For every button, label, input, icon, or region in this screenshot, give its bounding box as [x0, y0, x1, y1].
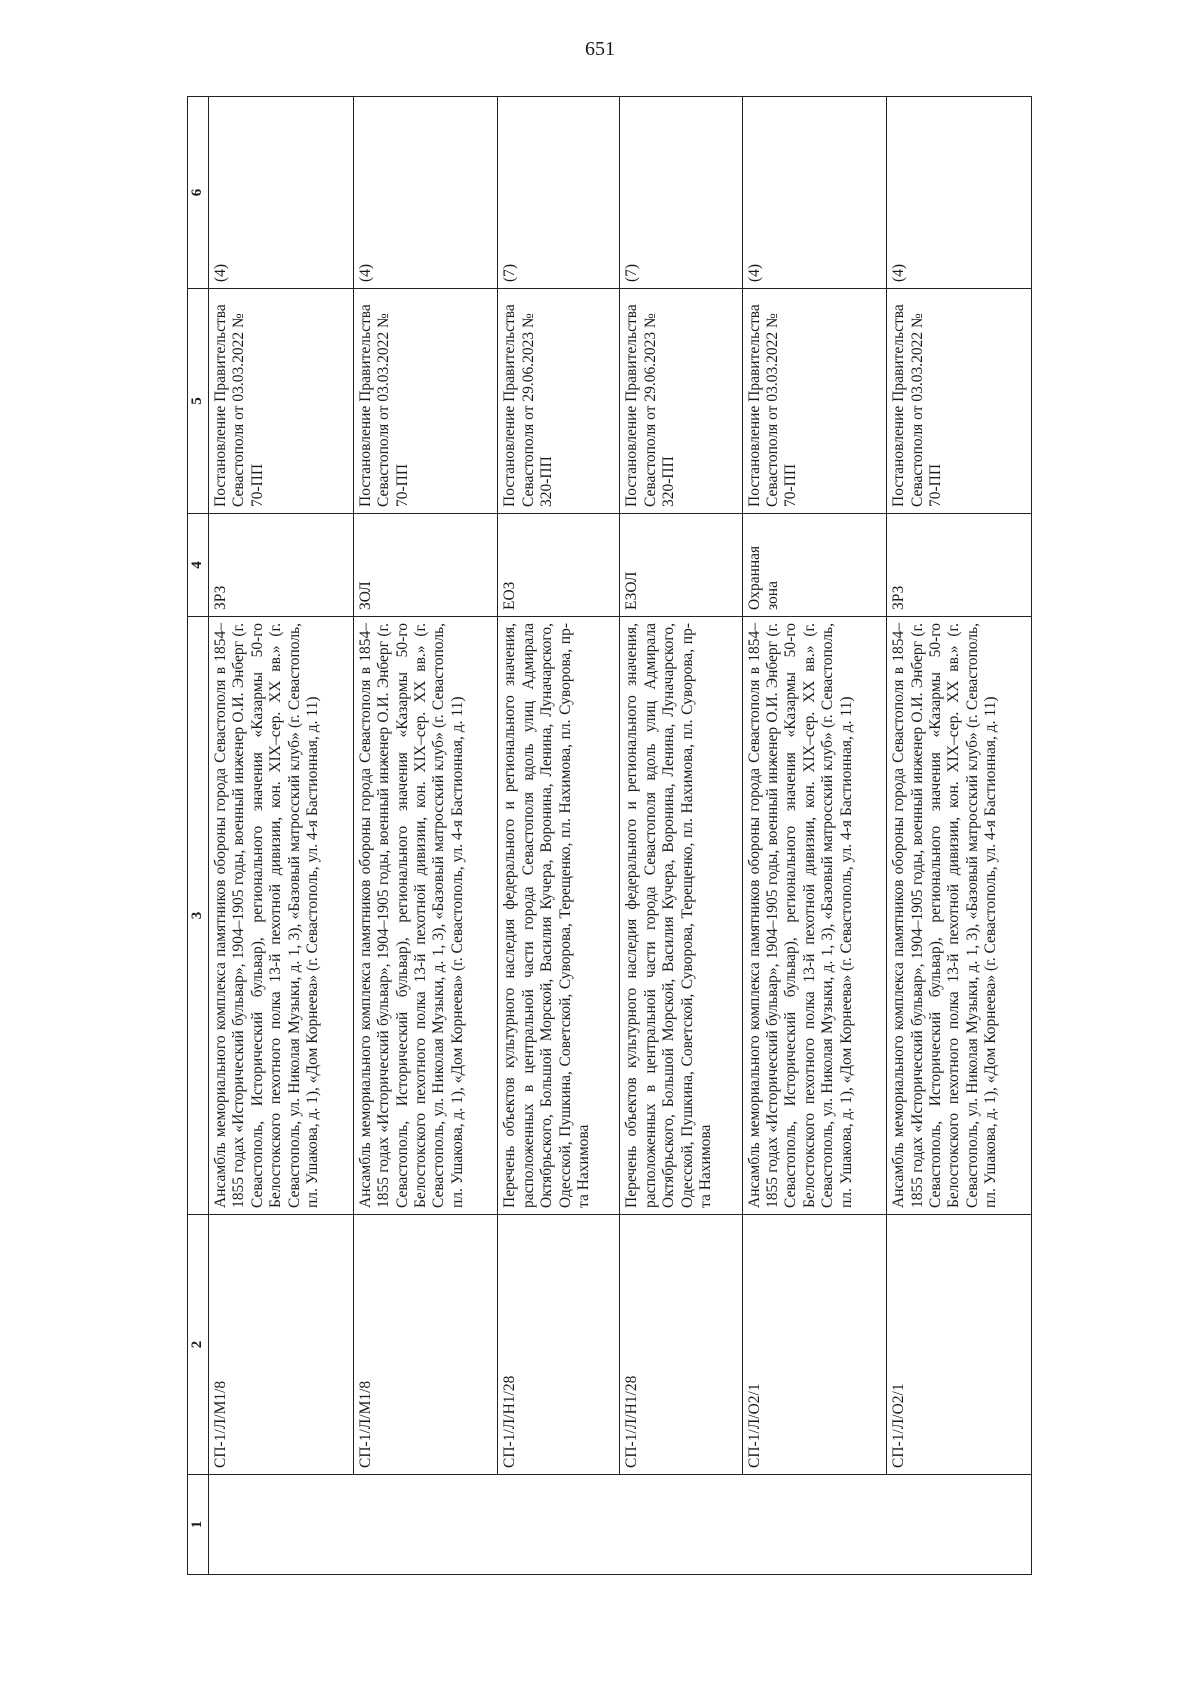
cell-code: СП-1/Л/М1/8 — [209, 1215, 354, 1475]
cell-document: Постановление Правительства Севастополя от 03.03.2022 № 70-ПП — [887, 289, 1032, 514]
cell-zone: ЗРЗ — [887, 514, 1032, 617]
header-col-4: 4 — [188, 514, 209, 617]
cell-description — [498, 617, 620, 1215]
cell-zone: ЗОЛ — [353, 514, 498, 617]
cell-code: СП-1/Л/О2/1 — [742, 1215, 887, 1475]
table-row — [742, 97, 887, 1575]
cell-zone: ЕЗОЛ — [620, 514, 742, 617]
cell-zone: Охранная зона — [742, 514, 887, 617]
description-text: Перечень объектов культурного наследия федерального и регионального значения, расположенных в центральной части города Севастополя вдоль улиц Адмирала Октябрьского, Большой Морской, Василия Кучера, Воронина, Ленина, Луначарского, Одесской, Пушкина, Советской, Суворова, Терещенко, пл. Нахимова, пл. Суворова, пр-та Нахимова — [623, 623, 715, 1208]
cell-document: Постановление Правительства Севастополя от 29.06.2023 № 320-ПП — [620, 289, 742, 514]
description-text: Ансамбль мемориального комплекса памятников обороны города Севастополя в 1854–1855 годах «Исторический бульвар», 1904–1905 годы, военный инженер О.И. Энберг (г. Севастополь, Исторический бульвар), регионального значения «Казармы 50-го Белостокского пехотного полка 13-й пехотной дивизии, кон. XIX–сер. XX вв.» (г. Севастополь, ул. Николая Музыки, д. 1, 3), «Базовый матросский клуб» (г. Севастополь, пл. Ушакова, д. 1), «Дом Корнеева» (г. Севастополь, ул. 4-я Бастионная, д. 11) — [356, 623, 466, 1208]
table-row — [887, 97, 1032, 1575]
header-col-5: 5 — [188, 289, 209, 514]
table-wrapper — [187, 97, 1032, 1575]
rotated-table-container — [187, 97, 1032, 1575]
header-col-6: 6 — [188, 97, 209, 289]
cell-col-1-empty — [209, 1475, 1032, 1575]
table-header-row — [188, 97, 209, 1575]
cell-document: Постановление Правительства Севастополя от 03.03.2022 № 70-ПП — [353, 289, 498, 514]
cell-note: (4) — [209, 97, 354, 289]
header-col-3: 3 — [188, 617, 209, 1215]
cell-zone: ЗРЗ — [209, 514, 354, 617]
cell-note: (7) — [620, 97, 742, 289]
cell-note: (7) — [498, 97, 620, 289]
cell-zone: ЕОЗ — [498, 514, 620, 617]
cell-description — [353, 617, 498, 1215]
cell-note: (4) — [887, 97, 1032, 289]
cell-code: СП-1/Л/Н1/28 — [498, 1215, 620, 1475]
table-row — [620, 97, 742, 1575]
cell-document: Постановление Правительства Севастополя от 29.06.2023 № 320-ПП — [498, 289, 620, 514]
table-row — [498, 97, 620, 1575]
description-text: Перечень объектов культурного наследия федерального и регионального значения, расположенных в центральной части города Севастополя вдоль улиц Адмирала Октябрьского, Большой Морской, Василия Кучера, Воронина, Ленина, Луначарского, Одесской, Пушкина, Советской, Суворова, Терещенко, пл. Нахимова, пл. Суворова, пр-та Нахимова — [501, 623, 593, 1208]
cell-description — [742, 617, 887, 1215]
cell-document: Постановление Правительства Севастополя от 03.03.2022 № 70-ПП — [209, 289, 354, 514]
cell-description — [620, 617, 742, 1215]
cell-note: (4) — [742, 97, 887, 289]
cell-note: (4) — [353, 97, 498, 289]
table-row — [353, 97, 498, 1575]
page-number: 651 — [585, 38, 615, 60]
cell-description — [887, 617, 1032, 1215]
description-text: Ансамбль мемориального комплекса памятников обороны города Севастополя в 1854–1855 годах «Исторический бульвар», 1904–1905 годы, военный инженер О.И. Энберг (г. Севастополь, Исторический бульвар), регионального значения «Казармы 50-го Белостокского пехотного полка 13-й пехотной дивизии, кон. XIX–сер. XX вв.» (г. Севастополь, ул. Николая Музыки, д. 1, 3), «Базовый матросский клуб» (г. Севастополь, пл. Ушакова, д. 1), «Дом Корнеева» (г. Севастополь, ул. 4-я Бастионная, д. 11) — [212, 623, 322, 1208]
table-row — [209, 97, 354, 1575]
description-text: Ансамбль мемориального комплекса памятников обороны города Севастополя в 1854–1855 годах «Исторический бульвар», 1904–1905 годы, военный инженер О.И. Энберг (г. Севастополь, Исторический бульвар), регионального значения «Казармы 50-го Белостокского пехотного полка 13-й пехотной дивизии, кон. XIX–сер. XX вв.» (г. Севастополь, ул. Николая Музыки, д. 1, 3), «Базовый матросский клуб» (г. Севастополь, пл. Ушакова, д. 1), «Дом Корнеева» (г. Севастополь, ул. 4-я Бастионная, д. 11) — [745, 623, 855, 1208]
cell-code: СП-1/Л/О2/1 — [887, 1215, 1032, 1475]
cell-code: СП-1/Л/М1/8 — [353, 1215, 498, 1475]
zones-table — [187, 96, 1032, 1575]
header-col-1: 1 — [188, 1475, 209, 1575]
cell-document: Постановление Правительства Севастополя от 03.03.2022 № 70-ПП — [742, 289, 887, 514]
header-col-2: 2 — [188, 1215, 209, 1475]
cell-description — [209, 617, 354, 1215]
description-text: Ансамбль мемориального комплекса памятников обороны города Севастополя в 1854–1855 годах «Исторический бульвар», 1904–1905 годы, военный инженер О.И. Энберг (г. Севастополь, Исторический бульвар), регионального значения «Казармы 50-го Белостокского пехотного полка 13-й пехотной дивизии, кон. XIX–сер. XX вв.» (г. Севастополь, ул. Николая Музыки, д. 1, 3), «Базовый матросский клуб» (г. Севастополь, пл. Ушакова, д. 1), «Дом Корнеева» (г. Севастополь, ул. 4-я Бастионная, д. 11) — [890, 623, 1000, 1208]
cell-code: СП-1/Л/Н1/28 — [620, 1215, 742, 1475]
